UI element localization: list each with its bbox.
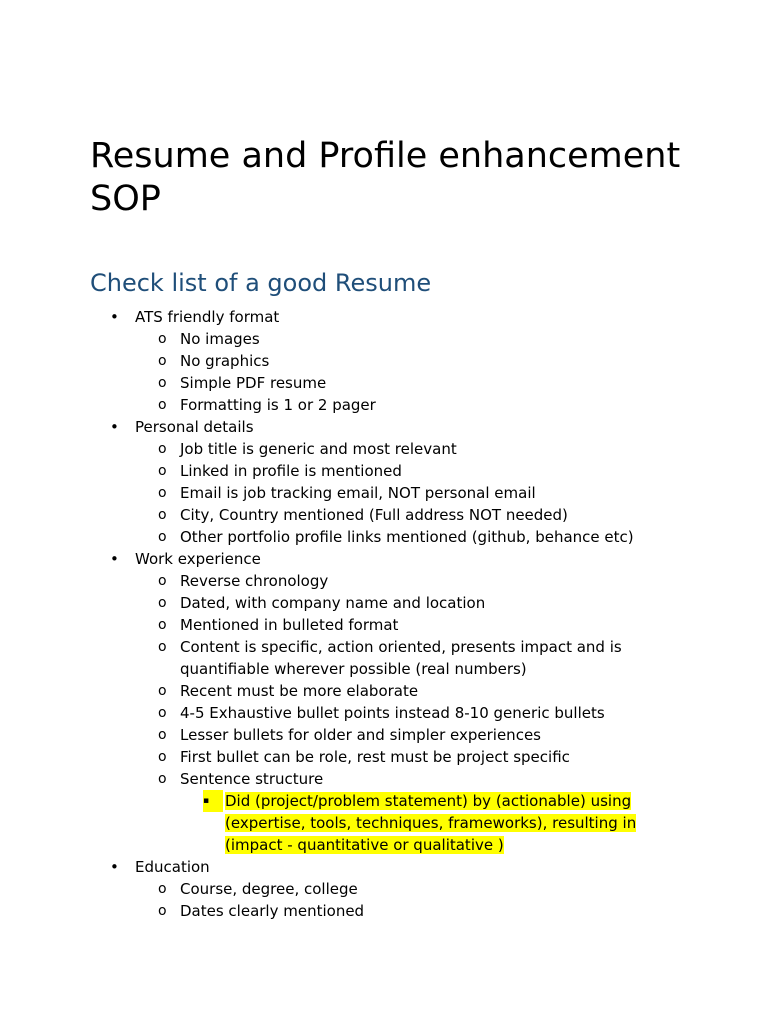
checklist-item-level2 (135, 460, 690, 482)
bullet-dot-icon: • (110, 550, 119, 568)
checklist-item-level2 (135, 592, 690, 614)
checklist-item-level1 (90, 548, 690, 856)
bullet-circle-icon: o (158, 375, 167, 391)
checklist-item-level1 (90, 416, 690, 548)
checklist-item-text: Job title is generic and most relevant (180, 440, 457, 458)
bullet-circle-icon: o (158, 639, 167, 655)
checklist-item-level2 (135, 768, 690, 856)
bullet-dot-icon: • (110, 858, 119, 876)
bullet-circle-icon: o (158, 881, 167, 897)
bullet-dot-icon: • (110, 418, 119, 436)
checklist-item-level2 (135, 526, 690, 548)
checklist-item-level2 (135, 900, 690, 922)
checklist-item-text: Reverse chronology (180, 572, 329, 590)
checklist-item-text: Sentence structure (180, 770, 324, 788)
document-title: Resume and Profile enhancement SOP (90, 136, 681, 219)
checklist-item-level2 (135, 636, 690, 680)
checklist-item-text: Other portfolio profile links mentioned (github, behance etc) (180, 528, 634, 546)
checklist-item-text: Content is specific, action oriented, presents impact and is quantifiable wherever possible (real numbers) (180, 638, 622, 678)
checklist-item-level2 (135, 350, 690, 372)
bullet-dot-icon: • (110, 308, 119, 326)
bullet-circle-icon: o (158, 727, 167, 743)
checklist-item-level2 (135, 482, 690, 504)
checklist-level2-list (135, 328, 690, 416)
checklist-item-text: Simple PDF resume (180, 374, 327, 392)
checklist-item-text: Linked in profile is mentioned (180, 462, 402, 480)
checklist-item-text: Email is job tracking email, NOT personal email (180, 484, 536, 502)
checklist-item-text: First bullet can be role, rest must be project specific (180, 748, 570, 766)
checklist-item-text: 4-5 Exhaustive bullet points instead 8-10 generic bullets (180, 704, 605, 722)
checklist-item-level2 (135, 614, 690, 636)
checklist-item-text: Course, degree, college (180, 880, 358, 898)
bullet-circle-icon: o (158, 617, 167, 633)
checklist-level2-list (135, 438, 690, 548)
checklist-item-text: Did (project/problem statement) by (actionable) using (expertise, tools, techniques, frameworks), resulting in (impact - quantitative or qualitative ) (225, 792, 637, 854)
checklist-item-text: Education (135, 858, 210, 876)
checklist-item-level2 (135, 438, 690, 460)
bullet-circle-icon: o (158, 573, 167, 589)
bullet-square-icon: ▪ (203, 790, 223, 812)
resume-checklist (90, 306, 690, 922)
checklist-item-text: No graphics (180, 352, 270, 370)
bullet-circle-icon: o (158, 331, 167, 347)
checklist-item-text: Dates clearly mentioned (180, 902, 365, 920)
bullet-circle-icon: o (158, 595, 167, 611)
bullet-circle-icon: o (158, 683, 167, 699)
checklist-item-text: Personal details (135, 418, 254, 436)
bullet-circle-icon: o (158, 903, 167, 919)
checklist-item-level2 (135, 570, 690, 592)
checklist-item-text: Formatting is 1 or 2 pager (180, 396, 376, 414)
checklist-item-level2 (135, 878, 690, 900)
checklist-item-text: City, Country mentioned (Full address NOT needed) (180, 506, 568, 524)
bullet-circle-icon: o (158, 397, 167, 413)
checklist-item-text: Dated, with company name and location (180, 594, 486, 612)
checklist-item-level2 (135, 504, 690, 526)
bullet-circle-icon: o (158, 705, 167, 721)
checklist-item-text: Recent must be more elaborate (180, 682, 419, 700)
bullet-circle-icon: o (158, 507, 167, 523)
checklist-item-level1 (90, 856, 690, 922)
checklist-item-highlighted (180, 790, 690, 856)
checklist-item-level2 (135, 702, 690, 724)
bullet-circle-icon: o (158, 353, 167, 369)
checklist-item-text: No images (180, 330, 260, 348)
checklist-item-level2 (135, 746, 690, 768)
checklist-item-level1 (90, 306, 690, 416)
checklist-item-level2 (135, 328, 690, 350)
bullet-circle-icon: o (158, 749, 167, 765)
checklist-level2-list (135, 878, 690, 922)
bullet-circle-icon: o (158, 441, 167, 457)
section-heading: Check list of a good Resume (90, 269, 432, 297)
checklist-item-text: Work experience (135, 550, 261, 568)
checklist-item-level2 (135, 394, 690, 416)
checklist-level2-list (135, 570, 690, 856)
bullet-circle-icon: o (158, 529, 167, 545)
checklist-item-text: Mentioned in bulleted format (180, 616, 399, 634)
bullet-circle-icon: o (158, 485, 167, 501)
checklist-level3-list (180, 790, 690, 856)
checklist-item-text: ATS friendly format (135, 308, 280, 326)
bullet-circle-icon: o (158, 771, 167, 787)
checklist-item-text: Lesser bullets for older and simpler experiences (180, 726, 541, 744)
checklist-level1-list (90, 306, 690, 922)
checklist-item-level2 (135, 680, 690, 702)
checklist-item-level2 (135, 724, 690, 746)
bullet-circle-icon: o (158, 463, 167, 479)
checklist-item-level2 (135, 372, 690, 394)
